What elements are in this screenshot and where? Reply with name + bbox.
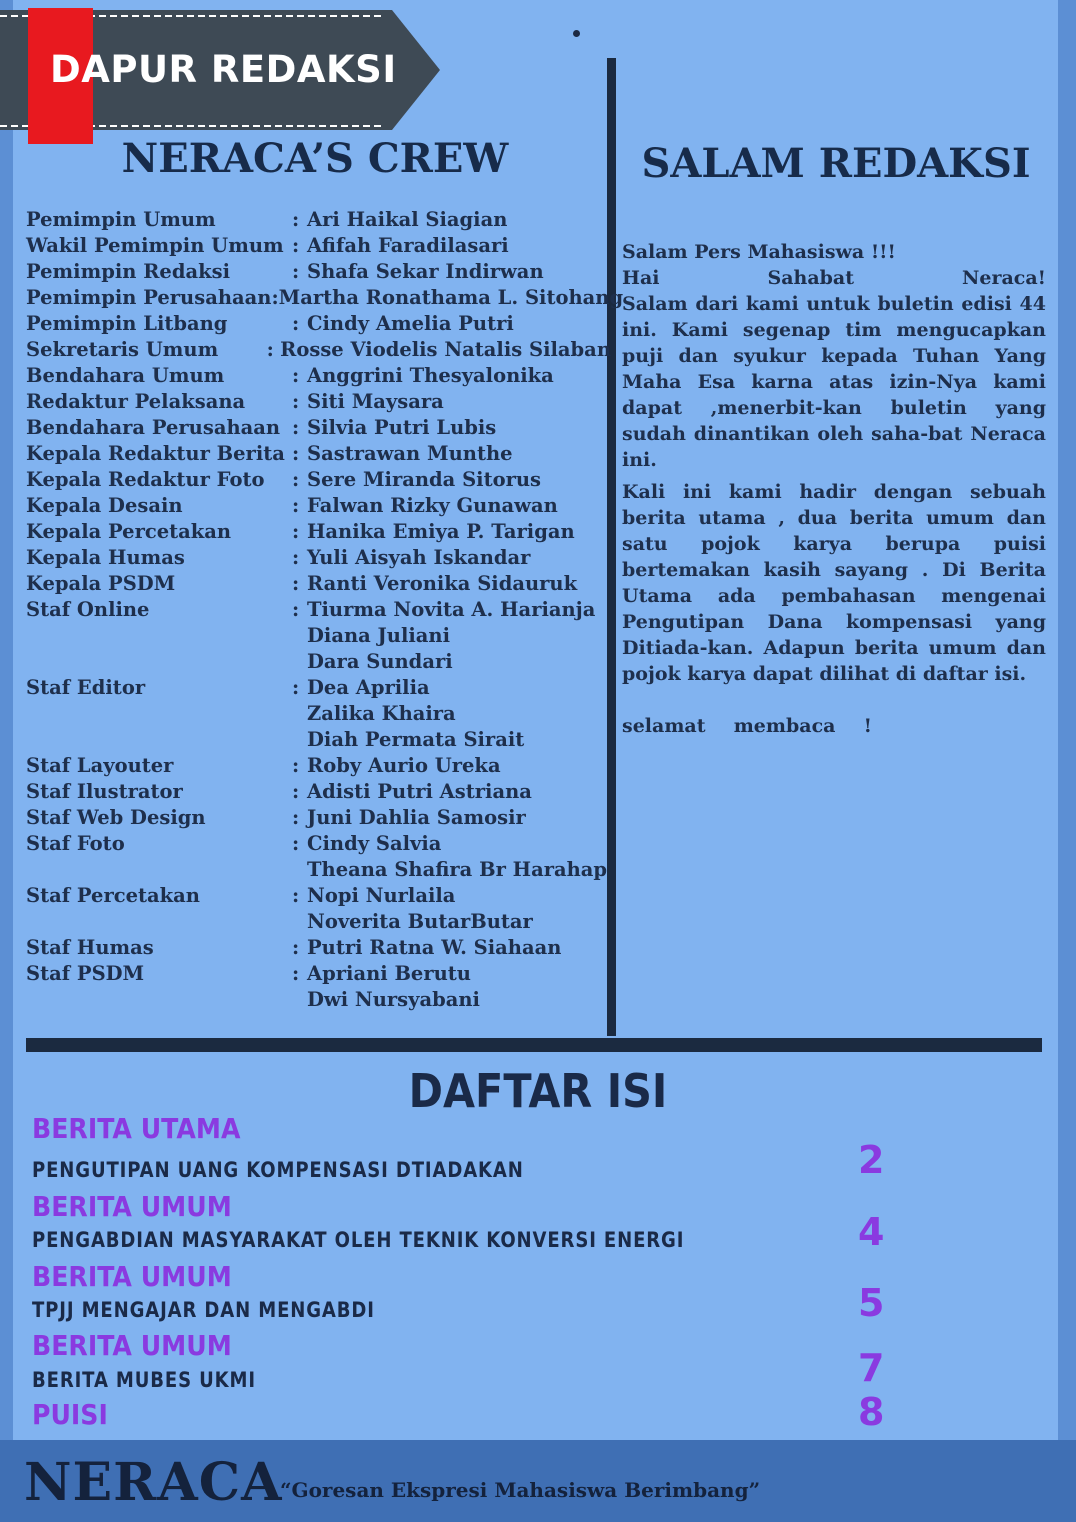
crew-role: Staf Web Design	[26, 806, 206, 829]
crew-row	[26, 467, 611, 493]
crew-row	[26, 779, 611, 805]
crew-colon: :	[271, 286, 279, 309]
crew-colon: :	[292, 312, 300, 335]
toc-category: BERITA UMUM	[32, 1260, 232, 1293]
crew-name: Dea Aprilia	[307, 676, 430, 699]
crew-name: Theana Shafira Br Harahap	[307, 858, 608, 881]
crew-name: Afifah Faradilasari	[307, 234, 509, 257]
crew-role	[26, 987, 292, 1013]
crew-name: Falwan Rizky Gunawan	[307, 494, 558, 517]
crew-role: Redaktur Pelaksana	[26, 390, 246, 413]
toc-heading: DAFTAR ISI	[408, 1064, 668, 1118]
crew-row	[26, 675, 611, 701]
crew-name: Anggrini Thesyalonika	[307, 364, 554, 387]
crew-name: Tiurma Novita A. Harianja	[307, 598, 596, 621]
crew-role: Bendahara Perusahaan	[26, 416, 281, 439]
crew-colon: :	[292, 494, 300, 517]
crew-name: Yuli Aisyah Iskandar	[307, 546, 531, 569]
toc-item-title[interactable]: BERITA MUBES UKMI	[32, 1368, 256, 1392]
footer-tagline: “Goresan Ekspresi Mahasiswa Berimbang”	[280, 1478, 761, 1502]
crew-colon: :	[292, 832, 300, 855]
crew-role: Pemimpin Litbang	[26, 312, 228, 335]
crew-role: Staf PSDM	[26, 962, 145, 985]
crew-role: Kepala Redaktur Foto	[26, 468, 265, 491]
salam-body	[622, 239, 1046, 739]
crew-colon: :	[292, 208, 300, 231]
crew-colon: :	[292, 234, 300, 257]
crew-name: Dara Sundari	[307, 650, 453, 673]
crew-name: Sere Miranda Sitorus	[307, 468, 542, 491]
crew-name: Cindy Salvia	[307, 832, 442, 855]
crew-role	[26, 727, 292, 753]
crew-row	[26, 753, 611, 779]
crew-colon: :	[292, 936, 300, 959]
crew-role	[26, 857, 292, 883]
section-divider	[26, 1038, 1042, 1052]
section-banner	[0, 8, 440, 130]
crew-colon	[292, 909, 307, 935]
crew-colon: :	[266, 338, 274, 361]
crew-name: Roby Aurio Ureka	[307, 754, 501, 777]
crew-name: Nopi Nurlaila	[307, 884, 456, 907]
salam-paragraph-2: Kali ini kami hadir dengan sebuah berita utama , dua berita umum dan satu pojok karya berupa puisi bertemakan kasih sayang . Di Berita Utama ada pembahasan mengenai Pengutipan Dana kompensasi yang Ditiada-kan. Adapun berita umum dan pojok karya dapat dilihat di daftar isi.	[622, 481, 1046, 685]
crew-role	[26, 701, 292, 727]
crew-row	[26, 233, 611, 259]
crew-colon: :	[292, 520, 300, 543]
crew-colon: :	[292, 806, 300, 829]
crew-name: Shafa Sekar Indirwan	[307, 260, 544, 283]
crew-list	[26, 207, 624, 1013]
crew-role: Staf Layouter	[26, 754, 174, 777]
crew-row	[26, 909, 611, 935]
crew-row	[26, 337, 611, 363]
crew-row	[26, 389, 611, 415]
crew-role: Pemimpin Umum	[26, 208, 216, 231]
crew-name: Juni Dahlia Samosir	[307, 806, 526, 829]
toc-category: BERITA UMUM	[32, 1329, 232, 1362]
crew-colon: :	[292, 260, 300, 283]
crew-role: Kepala Redaktur Berita	[26, 442, 285, 465]
crew-colon: :	[292, 416, 300, 439]
crew-row	[26, 857, 611, 883]
crew-row	[26, 623, 611, 649]
crew-role: Pemimpin Redaksi	[26, 260, 231, 283]
crew-heading: NERACA’S CREW	[121, 135, 509, 182]
crew-role: Staf Online	[26, 598, 150, 621]
crew-colon	[292, 857, 307, 883]
crew-role: Pemimpin Perusahaan	[26, 286, 272, 309]
crew-row	[26, 935, 611, 961]
crew-colon: :	[292, 468, 300, 491]
crew-row	[26, 961, 611, 987]
crew-row	[26, 987, 611, 1013]
crew-row	[26, 831, 611, 857]
salam-paragraph-1: Salam dari kami untuk buletin edisi 44 ini. Kami segenap tim mengucapkan puji dan syukur kepada Tuhan Yang Maha Esa karna atas izin-Nya kami dapat ,menerbit-kan buletin yang sudah dinantikan oleh saha-bat Neraca ini.	[622, 293, 1046, 471]
salam-greeting: Salam Pers Mahasiswa !!!	[622, 241, 896, 263]
crew-row	[26, 519, 611, 545]
crew-colon: :	[292, 962, 300, 985]
toc-page-number: 4	[858, 1210, 885, 1254]
crew-name: Zalika Khaira	[307, 702, 456, 725]
toc-item-title[interactable]: PENGABDIAN MASYARAKAT OLEH TEKNIK KONVERSI ENERGI	[32, 1228, 685, 1252]
crew-name: Dwi Nursyabani	[307, 988, 480, 1011]
crew-name: Sastrawan Munthe	[307, 442, 513, 465]
crew-row	[26, 883, 611, 909]
toc-item-title[interactable]: TPJJ MENGAJAR DAN MENGABDI	[32, 1298, 375, 1322]
crew-row	[26, 363, 611, 389]
crew-row	[26, 701, 611, 727]
toc-category: PUISI	[32, 1398, 108, 1431]
crew-name: Ari Haikal Siagian	[307, 208, 508, 231]
crew-role: Staf Percetakan	[26, 884, 200, 907]
crew-row	[26, 493, 611, 519]
crew-role: Staf Ilustrator	[26, 780, 183, 803]
crew-colon: :	[292, 754, 300, 777]
toc-page-number: 2	[858, 1138, 885, 1182]
crew-name: Siti Maysara	[307, 390, 444, 413]
crew-name: Ranti Veronika Sidauruk	[307, 572, 578, 595]
toc-page-number: 5	[858, 1281, 885, 1325]
right-border	[1058, 0, 1076, 1440]
crew-colon: :	[292, 546, 300, 569]
toc-page-number: 8	[858, 1390, 885, 1434]
crew-role: Staf Foto	[26, 832, 125, 855]
salam-heading: SALAM REDAKSI	[641, 140, 1031, 187]
crew-role: Staf Humas	[26, 936, 154, 959]
crew-row	[26, 311, 611, 337]
crew-role: Sekretaris Umum	[26, 338, 219, 361]
crew-role: Kepala Humas	[26, 546, 185, 569]
toc-page-number: 7	[858, 1346, 885, 1390]
crew-colon: :	[292, 676, 300, 699]
crew-row	[26, 441, 611, 467]
crew-colon: :	[292, 442, 300, 465]
crew-name: Cindy Amelia Putri	[307, 312, 514, 335]
decorative-dot	[573, 30, 580, 37]
crew-row	[26, 597, 611, 623]
crew-name: Putri Ratna W. Siahaan	[307, 936, 562, 959]
crew-colon: :	[292, 572, 300, 595]
crew-role: Wakil Pemimpin Umum	[26, 234, 284, 257]
footer-logo-text: NERACA	[24, 1452, 283, 1513]
crew-row	[26, 805, 611, 831]
crew-name: Martha Ronathama L. Sitohang	[278, 286, 624, 309]
crew-name: Diah Permata Sirait	[307, 728, 525, 751]
toc-item-title[interactable]: PENGUTIPAN UANG KOMPENSASI DTIADAKAN	[32, 1158, 524, 1182]
salam-closing: selamat membaca !	[622, 715, 872, 737]
crew-row	[26, 415, 611, 441]
crew-colon: :	[292, 364, 300, 387]
crew-name: Hanika Emiya P. Tarigan	[307, 520, 575, 543]
crew-colon	[292, 727, 307, 753]
crew-role	[26, 649, 292, 675]
crew-role: Kepala Desain	[26, 494, 183, 517]
crew-row	[26, 727, 611, 753]
salam-hello: Hai Sahabat Neraca!	[622, 267, 1046, 289]
toc-category: BERITA UMUM	[32, 1190, 232, 1223]
crew-colon	[292, 649, 307, 675]
crew-colon: :	[292, 884, 300, 907]
crew-role: Kepala Percetakan	[26, 520, 232, 543]
crew-name: Apriani Berutu	[307, 962, 471, 985]
crew-colon: :	[292, 780, 300, 803]
crew-role: Staf Editor	[26, 676, 146, 699]
toc-category: BERITA UTAMA	[32, 1112, 241, 1145]
crew-colon: :	[292, 390, 300, 413]
crew-role	[26, 909, 292, 935]
crew-colon: :	[292, 598, 300, 621]
crew-colon	[292, 987, 307, 1013]
banner-title: DAPUR REDAKSI	[50, 48, 397, 91]
footer	[0, 1440, 1076, 1522]
crew-name: Adisti Putri Astriana	[307, 780, 532, 803]
crew-row	[26, 259, 611, 285]
crew-name: Rosse Viodelis Natalis Silaban	[280, 338, 611, 361]
crew-row	[26, 649, 611, 675]
crew-role	[26, 623, 292, 649]
crew-name: Diana Juliani	[307, 624, 450, 647]
crew-name: Noverita ButarButar	[307, 910, 533, 933]
crew-name: Silvia Putri Lubis	[307, 416, 497, 439]
crew-colon	[292, 701, 307, 727]
crew-row	[26, 285, 624, 311]
crew-row	[26, 545, 611, 571]
crew-role: Bendahara Umum	[26, 364, 225, 387]
crew-row	[26, 207, 611, 233]
crew-row	[26, 571, 611, 597]
crew-colon	[292, 623, 307, 649]
crew-role: Kepala PSDM	[26, 572, 176, 595]
left-border	[0, 0, 13, 1440]
